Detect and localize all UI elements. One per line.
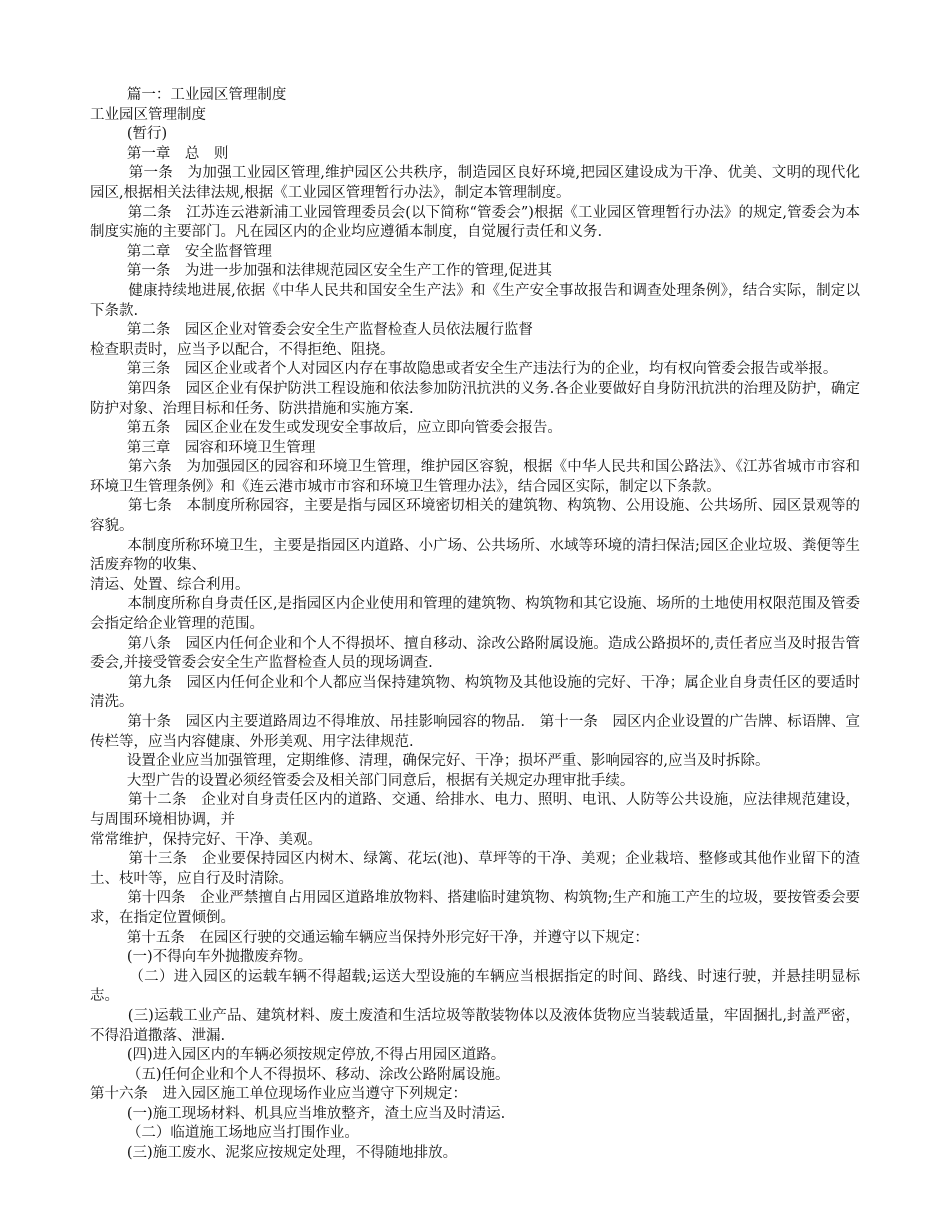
document-page	[90, 86, 860, 1164]
list-item: (四)进入园区内的车辆必须按规定停放,不得占用园区道路。	[90, 1047, 506, 1064]
article-paragraph: 第十条 园区内主要道路周边不得堆放、吊挂影响园容的物品． 第十一条 园区内企业设置的广告牌、标语牌、宣传栏等，应当内容健康、外形美观、用字法律规范.	[90, 714, 860, 750]
chapter-heading: 第二章 安全监督管理	[90, 243, 272, 260]
article-paragraph: 第七条 本制度所称园容，主要是指与园区环境密切相关的建筑物、构筑物、公用设施、公共场所、园区景观等的容貌。	[90, 498, 860, 535]
section-title: 篇一：工业园区管理制度	[90, 87, 287, 103]
article-paragraph: 第十三条 企业要保持园区内树木、绿篱、花坛(池)、草坪等的干净、美观；企业栽培、整修或其他作业留下的渣土、枝叶等，应自行及时清除。	[90, 851, 860, 887]
document-subtitle: (暂行)	[90, 126, 168, 143]
article-paragraph: 清运、处置、综合利用。	[90, 576, 250, 593]
article-paragraph: 第十六条 进入园区施工单位现场作业应当遵守下列规定：	[90, 1086, 467, 1103]
article-paragraph: 第六条 为加强园区的园容和环境卫生管理，维护园区容貌，根据《中华人民共和国公路法》、《江苏省城市市容和环境卫生管理条例》和《连云港市城市市容和环境卫生管理办法》，结合园区实际，制定以下条款。	[90, 459, 860, 495]
list-item: （五)任何企业和个人不得损坏、移动、涂改公路附属设施。	[90, 1066, 510, 1083]
list-item: (三)运载工业产品、建筑材料、废土废渣和生活垃圾等散装物体以及液体货物应当装载适量，牢固捆扎,封盖严密，不得沿道撒落、泄漏.	[90, 1007, 861, 1044]
article-paragraph: 第二条 园区企业对管委会安全生产监督检查人员依法履行监督	[90, 322, 533, 339]
list-item: (三)施工废水、泥浆应按规定处理，不得随地排放。	[90, 1145, 458, 1162]
article-paragraph: 第十五条 在园区行驶的交通运输车辆应当保持外形完好干净，并遵守以下规定：	[90, 929, 649, 946]
list-item: (一)施工现场材料、机具应当堆放整齐，渣土应当及时清运.	[90, 1105, 506, 1122]
article-paragraph: 设置企业应当加强管理，定期维修、清理，确保完好、干净；损坏严重、影响园容的,应当及时拆除。	[90, 753, 770, 770]
article-paragraph: 第八条 园区内任何企业和个人不得损坏、擅自移动、涂改公路附属设施。造成公路损坏的,责任者应当及时报告管委会,并接受管委会安全生产监督检查人员的现场调查.	[90, 635, 860, 672]
article-paragraph: 本制度所称自身责任区,是指园区内企业使用和管理的建筑物、构筑物和其它设施、场所的土地使用权限范围及管委会指定给企业管理的范围。	[90, 596, 860, 633]
document-title: 工业园区管理制度	[90, 106, 206, 123]
list-item: （二）临道施工场地应当打围作业。	[90, 1125, 359, 1142]
list-item: (一)不得向车外抛撒废弃物。	[90, 949, 313, 966]
article-paragraph: 第三条 园区企业或者个人对园区内存在事故隐患或者安全生产违法行为的企业，均有权向管委会报告或举报。	[90, 361, 838, 378]
article-paragraph: 本制度所称环境卫生，主要是指园区内道路、小广场、公共场所、水域等环境的清扫保洁;园区企业垃圾、粪便等生活废弃物的收集、	[90, 537, 860, 574]
article-paragraph: 第五条 园区企业在发生或发现安全事故后，应立即向管委会报告。	[90, 420, 562, 437]
article-paragraph: 健康持续地进展,依据《中华人民共和国安全生产法》和《生产安全事故报告和调查处理条例》，结合实际，制定以下条款.	[90, 282, 860, 319]
article-paragraph: 常常维护，保持完好、干净、美观。	[90, 831, 322, 848]
chapter-heading: 第三章 园容和环境卫生管理	[90, 439, 316, 456]
article-paragraph: 第十四条 企业严禁擅自占用园区道路堆放物料、搭建临时建筑物、构筑物;生产和施工产生的垃圾，要按管委会要求，在指定位置倾倒。	[90, 890, 860, 926]
list-item: （二）进入园区的运载车辆不得超载;运送大型设施的车辆应当根据指定的时间、路线、时速行驶，并悬挂明显标志。	[90, 968, 861, 1005]
article-paragraph: 检查职责时，应当予以配合，不得拒绝、阻挠。	[90, 341, 395, 358]
article-paragraph: 第四条 园区企业有保护防洪工程设施和依法参加防汛抗洪的义务.各企业要做好自身防汛抗洪的治理及防护，确定防护对象、治理目标和任务、防洪措施和实施方案.	[90, 380, 860, 417]
article-paragraph: 第一条 为加强工业园区管理,维护园区公共秩序，制造园区良好环境,把园区建设成为干净、优美、文明的现代化园区,根据相关法律法规,根据《工业园区管理暂行办法》，制定本管理制度。	[90, 165, 861, 201]
article-paragraph: 第一条 为进一步加强和法律规范园区安全生产工作的管理,促进其	[90, 263, 552, 280]
article-paragraph: 第九条 园区内任何企业和个人都应当保持建筑物、构筑物及其他设施的完好、干净；属企业自身责任区的要适时清洗。	[90, 674, 860, 711]
article-paragraph: 大型广告的设置必须经管委会及相关部门同意后，根据有关规定办理审批手续。	[90, 772, 635, 789]
chapter-heading: 第一章 总 则	[90, 145, 229, 162]
article-paragraph: 第二条 江苏连云港新浦工业园管理委员会(以下简称“管委会”)根据《工业园区管理暂行办法》的规定,管委会为本制度实施的主要部门。凡在园区内的企业均应遵循本制度，自觉履行责任和义务.	[90, 204, 861, 241]
article-paragraph: 第十二条 企业对自身责任区内的道路、交通、给排水、电力、照明、电讯、人防等公共设施，应法律规范建设，与周围环境相协调，并	[90, 792, 860, 828]
